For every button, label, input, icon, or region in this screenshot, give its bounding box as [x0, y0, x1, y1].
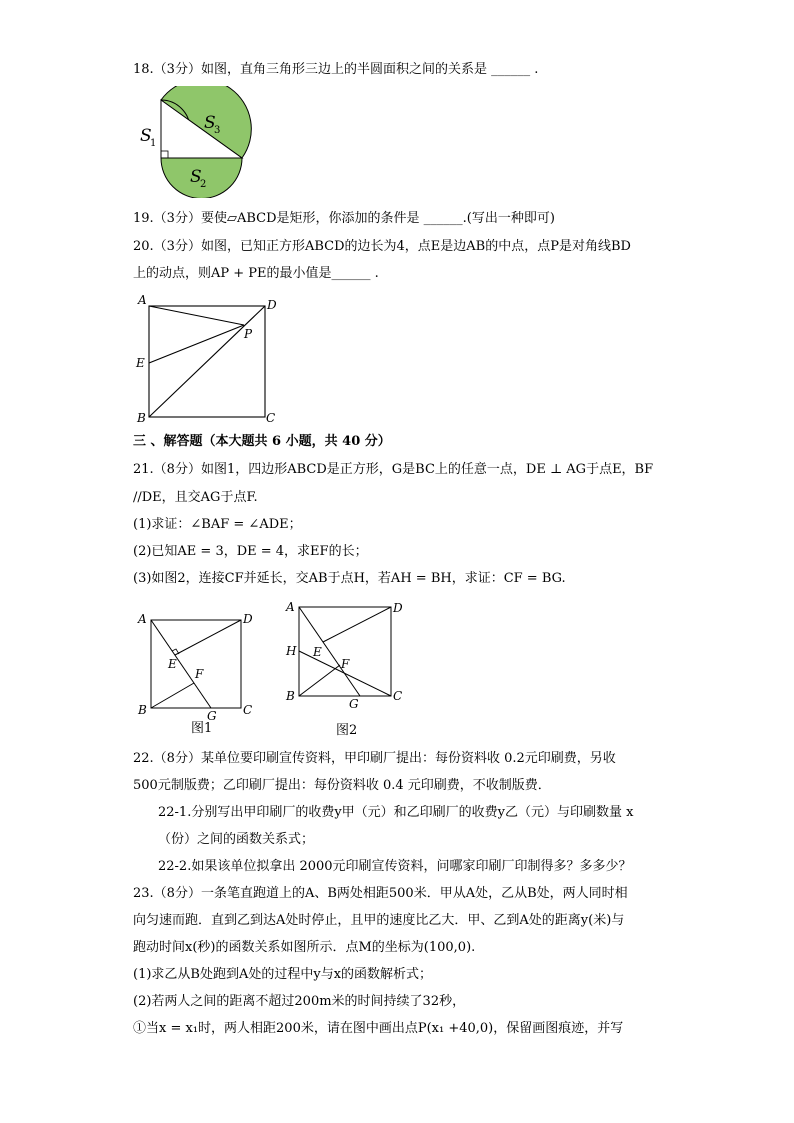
s3-sub: 3 [214, 125, 221, 136]
s2-label: S [190, 167, 202, 187]
q20-label-p: P [244, 327, 253, 341]
fig2-label-e: E [313, 645, 322, 659]
q22-line4: （份）之间的函数关系式； [158, 832, 315, 847]
section3-heading: 三 、解答题（本大题共 6 小题，共 40 分） [133, 434, 391, 449]
fig2-label-f: F [341, 657, 350, 671]
fig1-label-b: B [138, 703, 147, 717]
q21-line1: 21.（8分）如图1，四边形ABCD是正方形，G是BC上的任意一点，DE ⊥ AG于点E，BF [133, 462, 654, 477]
q21-line3: (1)求证：∠BAF = ∠ADE； [133, 517, 302, 532]
s1-sub: 1 [150, 138, 157, 149]
q20-figure [132, 291, 282, 427]
fig1-label-e: E [168, 657, 177, 671]
q23-line1: 23.（8分）一条笔直跑道上的A、B两处相距500米．甲从A处，乙从B处，两人同时相 [133, 886, 628, 901]
q21-figure1 [133, 606, 263, 736]
q22-line5: 22-2.如果该单位拟拿出 2000元印刷宣传资料，问哪家印刷厂印制得多？多多少？ [158, 859, 632, 874]
s3-label: S [204, 113, 216, 133]
q23-line6: ①当x = x₁时，两人相距200米，请在图中画出点P(x₁ +40,0)，保留画图痕迹，并写 [133, 1021, 624, 1036]
q19-text: 19.（3分）要使▱ABCD是矩形，你添加的条件是 ______.(写出一种即可) [133, 211, 555, 226]
q20-line2: 上的动点，则AP + PE的最小值是______ . [133, 266, 379, 281]
q18-figure [128, 86, 252, 198]
fig1-label-c: C [243, 703, 253, 717]
q23-line3: 跑动时间x(秒)的函数关系如图所示．点M的坐标为(100,0). [133, 940, 476, 955]
q21-line4: (2)已知AE = 3，DE = 4，求EF的长； [133, 544, 368, 559]
q22-line2: 500元制版费；乙印刷厂提出：每份资料收 0.4 元印刷费，不收制版费． [133, 778, 551, 793]
fig1-label-f: F [195, 667, 204, 681]
fig2-caption: 图2 [336, 723, 358, 738]
q21-line2: //DE，且交AG于点F. [133, 490, 258, 505]
q20-line1: 20.（3分）如图，已知正方形ABCD的边长为4，点E是边AB的中点，点P是对角线BD [133, 239, 631, 254]
q20-label-b: B [137, 411, 146, 425]
q20-label-d: D [267, 298, 277, 312]
fig2-label-a: A [286, 600, 295, 614]
fig2-label-b: B [286, 689, 295, 703]
q23-line4: (1)求乙从B处跑到A处的过程中y与x的函数解析式； [133, 967, 433, 982]
q21-figure2 [282, 596, 412, 742]
fig2-label-d: D [393, 601, 403, 615]
fig1-label-a: A [138, 612, 147, 626]
q20-label-c: C [266, 411, 276, 425]
q20-label-a: A [138, 293, 147, 307]
fig2-label-h: H [286, 644, 297, 658]
q21-line5: (3)如图2，连接CF并延长，交AB于点H，若AH = BH，求证：CF = BG. [133, 571, 566, 586]
q22-line3: 22-1.分别写出甲印刷厂的收费y甲（元）和乙印刷厂的收费y乙（元）与印刷数量 x [158, 805, 634, 820]
fig2-label-g: G [349, 697, 359, 711]
q18-text: 18.（3分）如图，直角三角形三边上的半圆面积之间的关系是 ______ . [133, 62, 539, 77]
q22-line1: 22.（8分）某单位要印刷宣传资料，甲印刷厂提出：每份资料收 0.2元印刷费，另收 [133, 751, 616, 766]
fig1-label-d: D [243, 612, 253, 626]
q23-line2: 向匀速而跑．直到乙到达A处时停止，且甲的速度比乙大．甲、乙到A处的距离y(米)与 [133, 913, 625, 928]
s2-sub: 2 [200, 179, 207, 190]
fig1-caption: 图1 [191, 721, 213, 736]
fig2-label-c: C [393, 689, 403, 703]
fig1-label-g: G [207, 709, 217, 723]
q23-line5: (2)若两人之间的距离不超过200m米的时间持续了32秒， [133, 994, 466, 1009]
q20-label-e: E [136, 356, 145, 370]
s1-label: S [140, 126, 152, 146]
